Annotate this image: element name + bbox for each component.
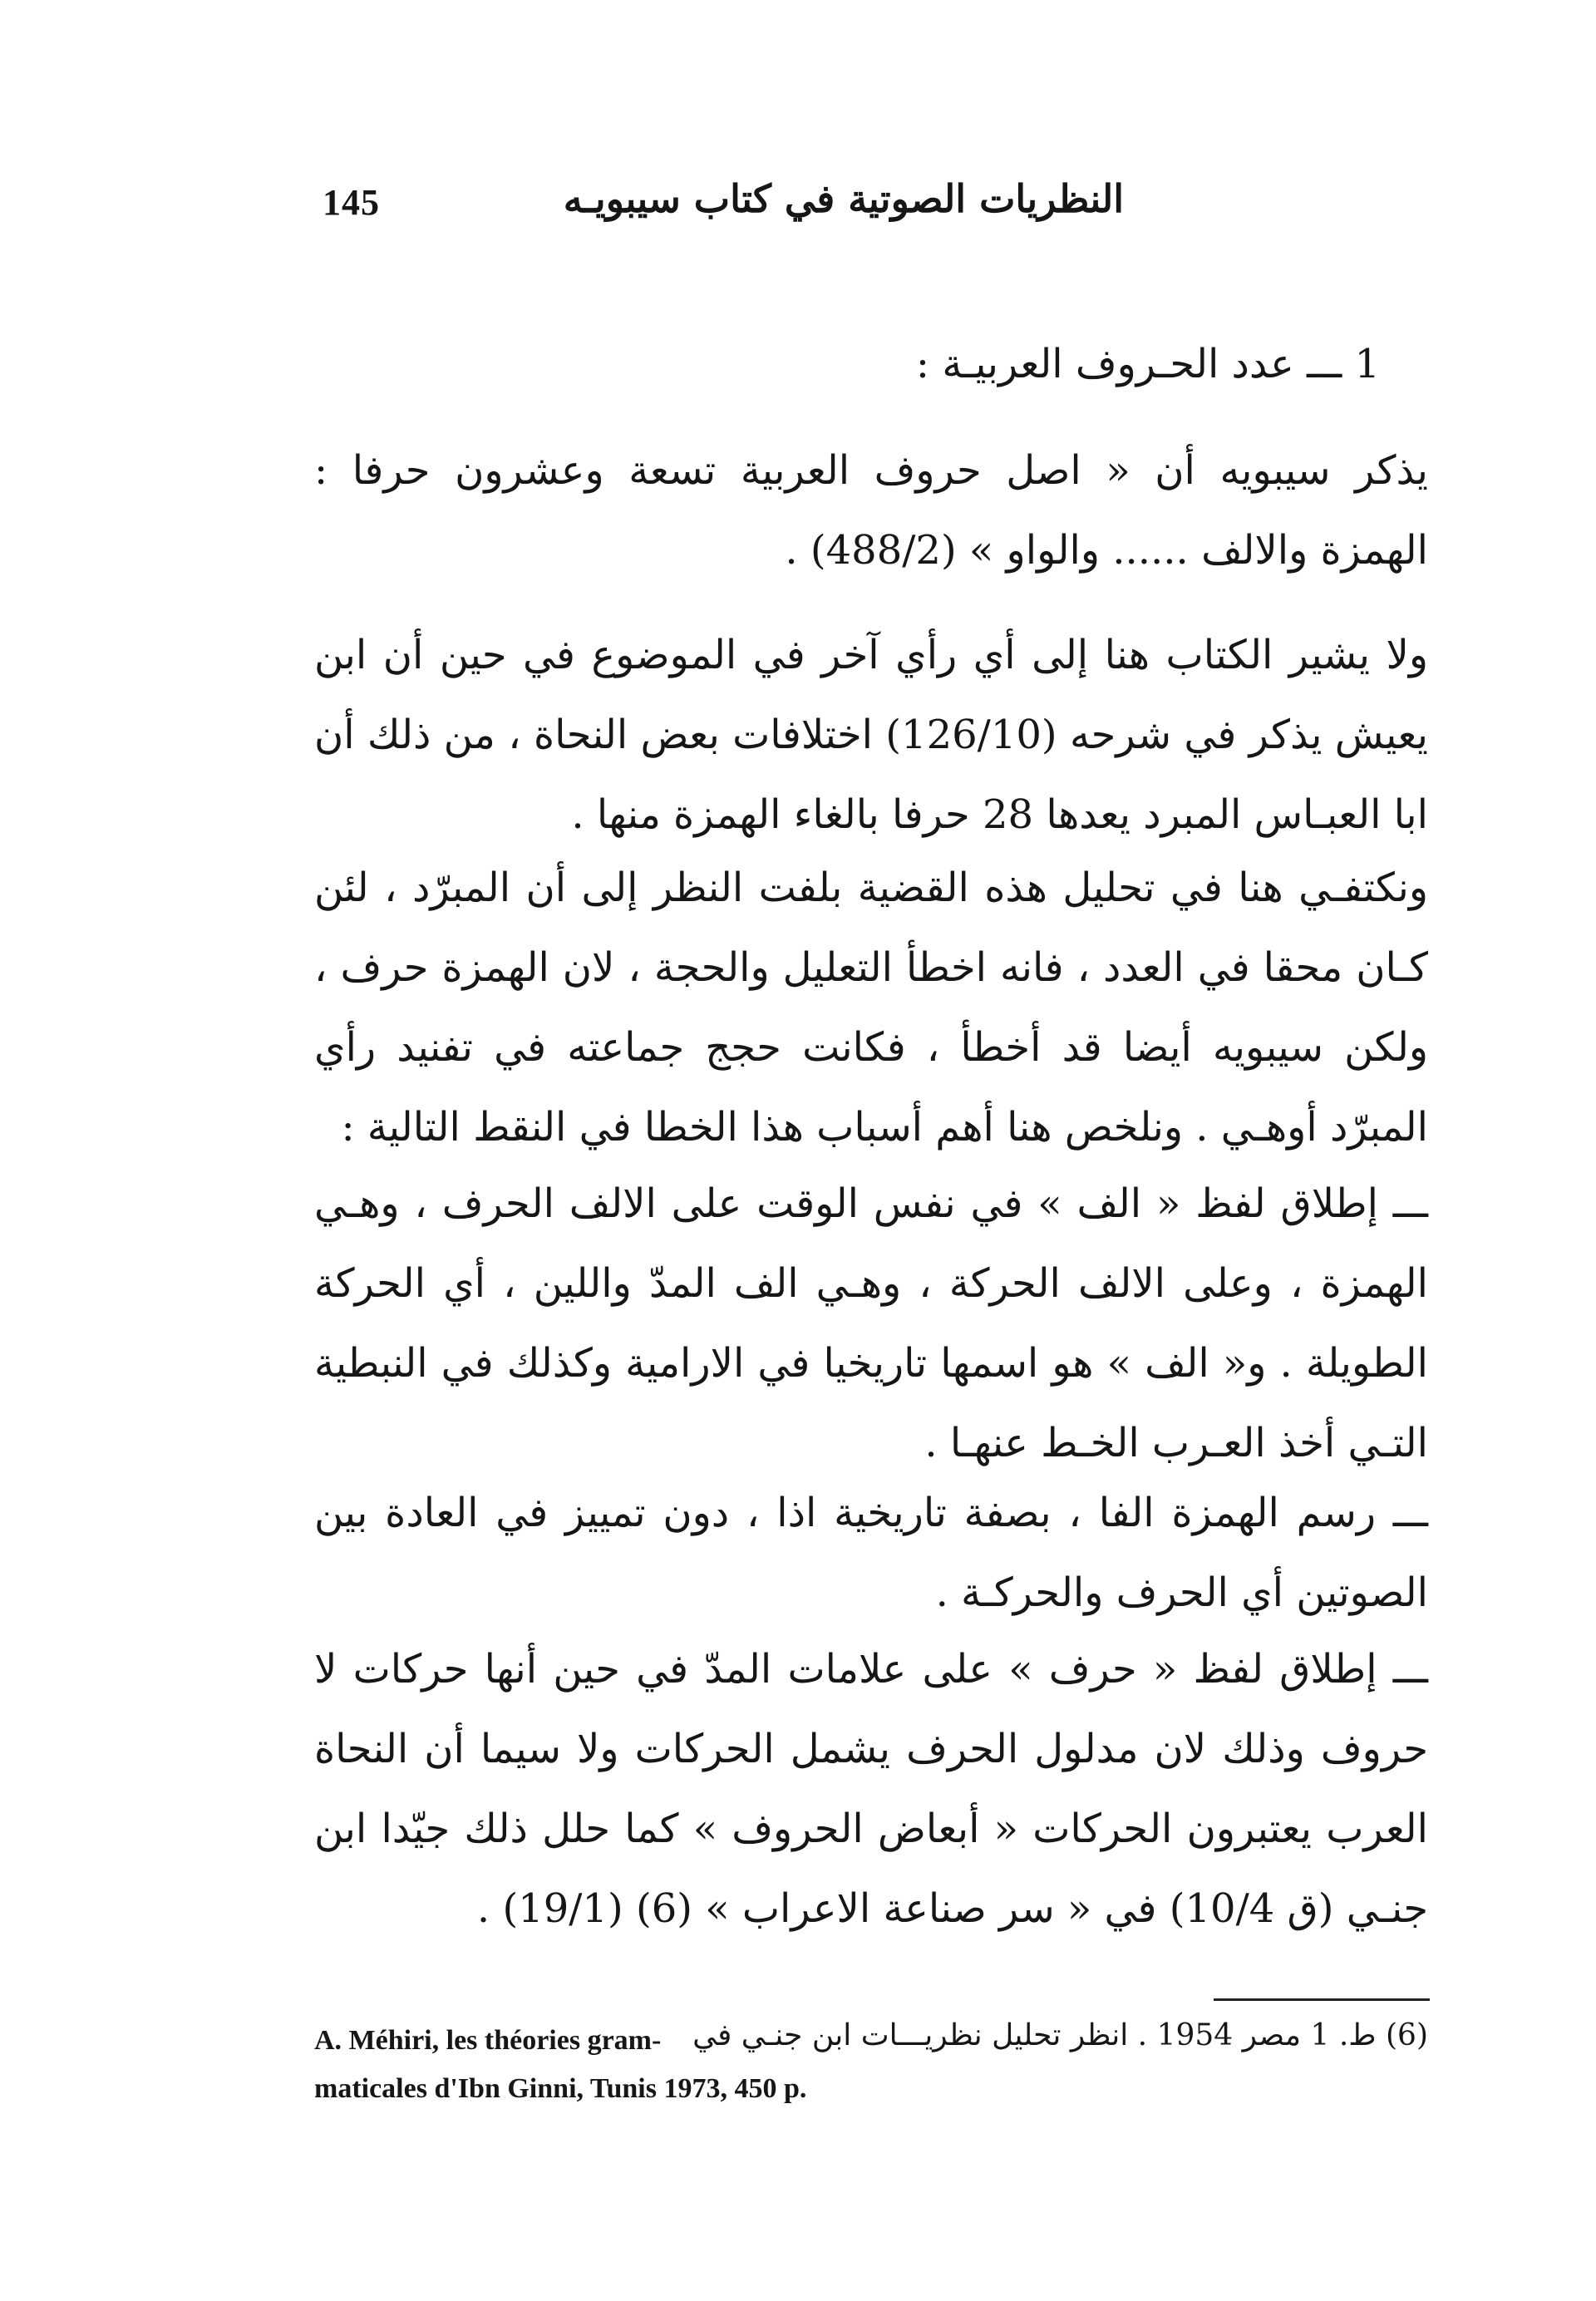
page-number: 145 [323, 182, 380, 223]
paragraph-4: ـــ إطلاق لفظ « الف » في نفس الوقت على الالف الحرف ، وهـي الهمزة ، وعلى الالف الحركة ، وهـي الف المدّ واللين ، أي الحركة الطويلة . و« الف » هو اسمها تاريخيا في الارامية وكذلك في النبطية التـي أخذ العـرب الخـط عنهـا . [314, 1180, 1428, 1466]
footnote-latin-line-2: maticales d'Ibn Ginni, Tunis 1973, 450 p. [314, 2073, 807, 2104]
paragraph-2: ولا يشير الكتاب هنا إلى أي رأي آخر في الموضوع في حين أن ابن يعيش يذكر في شرحه (126/10) اختلافات بعض النحاة ، من ذلك أن ابا العبـاس المبرد يعدها 28 حرفا بالغاء الهمزة منها . [314, 632, 1429, 838]
footnote-latin-reference [314, 2017, 807, 2113]
footnote-divider [1214, 1998, 1430, 2001]
running-title: النظريات الصوتية في كتاب سيبويـه [563, 176, 1124, 221]
paragraph-1: يذكر سيبويه أن « اصل حروف العربية تسعة وعشرون حرفا : الهمزة والالف ...... والواو » (488/2) . [314, 447, 1428, 574]
paragraph-6: ـــ إطلاق لفظ « حرف » على علامات المدّ في حين أنها حركات لا حروف وذلك لان مدلول الحرف يشمل الحركات ولا سيما أن النحاة العرب يعتبرون الحركات « أبعاض الحروف » كما حلل ذلك جيّدا ابن جنـي (ق 10/4) في « سر صناعة الاعراب » (6) (19/1) . [314, 1646, 1428, 1932]
paragraph-3: ونكتفـي هنا في تحليل هذه القضية بلفت النظر إلى أن المبرّد ، لئن كـان محقا في العدد ، فانه اخطأ التعليل والحجة ، لان الهمزة حرف ، ولكن سيبويه أيضا قد أخطأ ، فكانت حجج جماعته في تفنيد رأي المبرّد أوهـي . ونلخص هنا أهم أسباب هذا الخطا في النقط التالية : [314, 865, 1428, 1150]
section-heading: 1 ـــ عدد الحـروف العربيـة : [915, 341, 1380, 387]
paragraph-5: ـــ رسم الهمزة الفا ، بصفة تاريخية اذا ، دون تمييز في العادة بين الصوتين أي الحرف والحركـة . [314, 1490, 1428, 1616]
footnote-latin-line-1: A. Méhiri, les théories gram- [314, 2025, 662, 2056]
footnote-arabic: (6) ط. 1 مصر 1954 . انظر تحليل نظريـــات ابن جنـي في [692, 2018, 1428, 2052]
footnote [314, 2012, 1428, 2128]
